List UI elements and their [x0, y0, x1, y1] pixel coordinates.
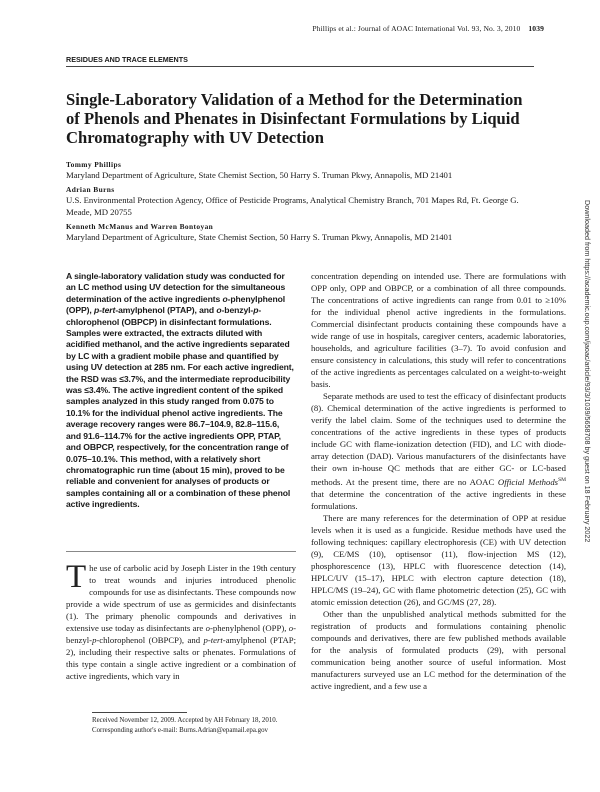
drop-cap: T: [66, 559, 87, 595]
body-paragraph: concentration depending on intended use. There are formulations with OPP only, OPP and OBPCP, or a combination of all three compounds. The concentrations of active ingredients can range from 0.01 to ≥10% for the individual phenol active ingredients in the formulations. Commercial disinfectant products containing these compounds have a wide range of use in hospitals, caregiver centers, academic laboratories, households, and agriculture facilities (3–7). To avoid confusion and ensure consistency in calculations, this study will refer to concentrations of the active ingredients as percentages calculated on a weight-to-weight basis.: [311, 271, 566, 389]
section-divider: [66, 66, 534, 67]
author-name: Tommy Phillips: [66, 160, 122, 169]
section-label: RESIDUES AND TRACE ELEMENTS: [66, 55, 188, 64]
body-paragraph: Other than the unpublished analytical methods submitted for the registration of products and formulations containing phenolic compounds and derivatives, there are few published methods available for the analysis of formulated products (29), with personal communication being another source of useful information. Most manufacturers surveyed use an LC method for the determination of the active ingredient, and a few use a: [311, 608, 566, 691]
article-title: Single-Laboratory Validation of a Method for the Determination of Phenols and Phenates in Disinfectant Formulations by Liquid Chromatography with UV Detection: [66, 90, 523, 147]
running-head: [312, 24, 544, 33]
body-paragraph: Separate methods are used to test the efficacy of disinfectant products (8). Chemical determination of the active ingredients is performed to verify the label claim. Some of the techniques used to determine the concentrations of the active ingredients in these types of products include GC with flame-ionization detection (FID), and LC with diode-array detection (DAD). Various manufacturers of the disinfectants have their own in-house QC methods that are either GC- or LC-based methods. At the present time, there are no AOAC Official Methods℠ that determine the concentration of the active ingredients in these formulations.: [311, 391, 567, 511]
author-name: Kenneth McManus and Warren Bontoyan: [66, 222, 214, 231]
body-paragraph: There are many references for the determination of OPP at residue levels when it is used as a fungicide. Residue methods have used the following techniques: capillary electrophoresis (CE) with UV detection (9), CE/MS (10), optisensor (11), flow-injection MS (12), phosphorescence (13), HPLC with fluorescence detection (14), HPLC/UV (15–17), HPLC with electron capture detection (18), HPLC/MS (19–24), GC with flame photometric detection (25), GC with atomic emission detection (26), and GC/MS (27, 28).: [311, 512, 566, 607]
received-note: Received November 12, 2009. Accepted by AH February 18, 2010.: [92, 717, 278, 724]
author-affiliation: U.S. Environmental Protection Agency, Office of Pesticide Programs, Analytical Chemistry Branch, 701 Mapes Rd, Ft. George G. Meade, MD 20755: [66, 195, 519, 217]
abstract: A single-laboratory validation study was conducted for an LC method using UV detection for the simultaneous determination of the active ingredients o-phenylphenol (OPP), p-tert-amylphenol (PTAP), and o-benzyl-p-chlorophenol (OBPCP) in disinfectant formulations. Samples were extracted, the extracts diluted with acidified methanol, and the active ingredients separated by LC with a gradient mobile phase and quantified by using UV detection at 285 nm. For each active ingredient, the RSD was ≤3.7%, and the intermediate reproducibility was ≤3.4%. The active ingredient content of the spiked samples analyzed in this study ranged from 0.075 to 10.1% for the individual phenol active ingredients. The average recovery ranges were 86.7–104.9, 82.8–115.6, and 91.6–114.7% for the active ingredients OPP, PTAP, and OBPCP, respectively, for the concentration range of 0.075–10.1%. This method, with a relatively short chromatographic run time (about 15 min), proved to be reliable and convenient for analyses of products or samples containing all or a combination of these phenol active ingredients.: [66, 271, 294, 510]
page-number: 1039: [528, 24, 544, 33]
author-name: Adrian Burns: [66, 185, 115, 194]
running-head-text: Phillips et al.: Journal of AOAC International Vol. 93, No. 3, 2010: [312, 24, 521, 33]
footnote-divider: [92, 712, 187, 713]
body-right-column: [311, 270, 566, 692]
download-note: Downloaded from https://academic.oup.com/jaoac/article/93/3/1039/5658708 by guest on 18 February 2022: [583, 200, 592, 543]
author-affiliation: Maryland Department of Agriculture, State Chemist Section, 50 Harry S. Truman Pkwy, Annapolis, MD 21401: [66, 170, 453, 180]
footnotes: [92, 716, 302, 735]
abstract-divider: [66, 551, 296, 552]
corresponding-author-note: Corresponding author's e-mail: Burns.Adrian@epamail.epa.gov: [92, 726, 268, 734]
author-affiliation: Maryland Department of Agriculture, State Chemist Section, 50 Harry S. Truman Pkwy, Annapolis, MD 21401: [66, 232, 453, 242]
intro-paragraph: The use of carbolic acid by Joseph Lister in the 19th century to treat wounds and injuries introduced phenolic compounds for use as disinfectants. These compounds now provide a wide spectrum of use as germicides and disinfectants (1). The primary phenolic compounds and derivatives in extensive use today as disinfectants are o-phenylphenol (OPP), o-benzyl-p-chlorophenol (OBPCP), and p-tert-amylphenol (PTAP; 2), including their respective salts or phenates. Formulations of this type contain a single active ingredient or a combination of active ingredients, which vary in: [66, 559, 296, 681]
